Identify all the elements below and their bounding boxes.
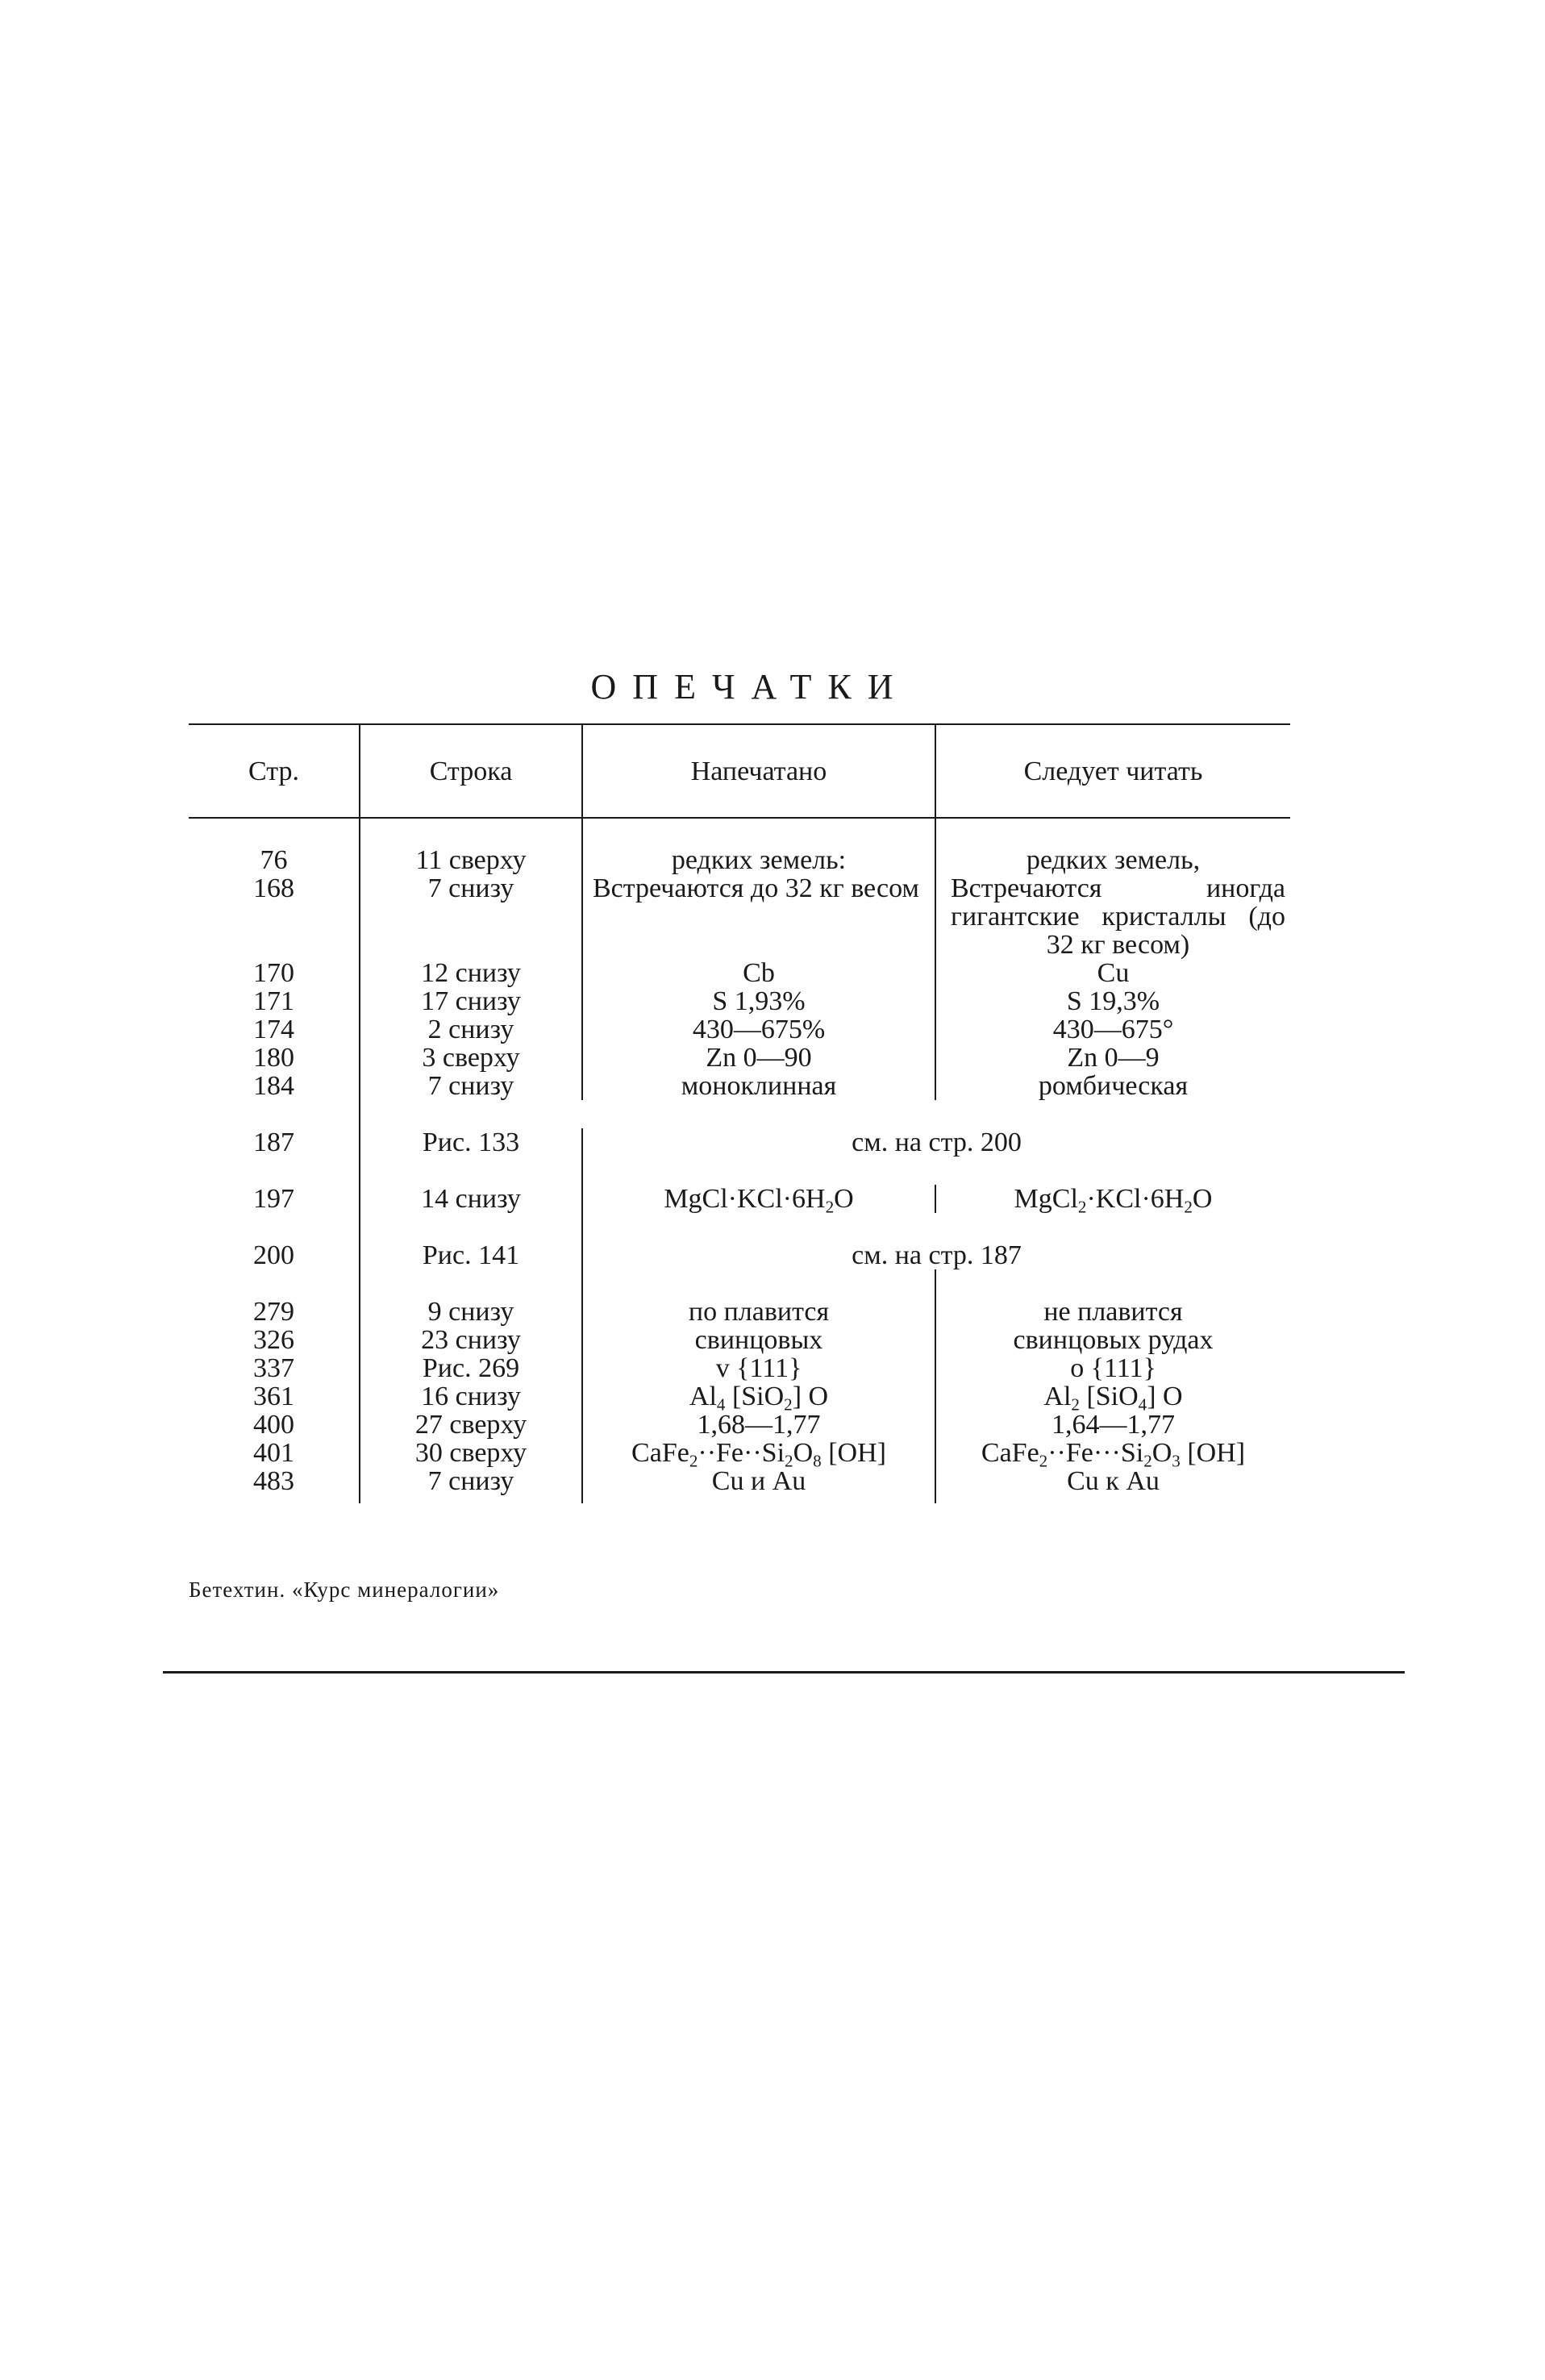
line-cell: 16 снизу — [360, 1382, 582, 1411]
page-cell: 279 — [253, 1297, 294, 1327]
column-header-page: Стр. — [189, 724, 360, 818]
line-cell: 11 сверху — [360, 846, 582, 874]
page-cell: 174 — [253, 1015, 294, 1044]
printed-cell: Встречаются до 32 кг весом — [582, 874, 935, 959]
table-row — [189, 1185, 1290, 1213]
printed-cell: 430—675% — [582, 1015, 935, 1044]
correct-cell: 430—675° — [935, 1015, 1290, 1044]
line-cell: 23 снизу — [360, 1326, 582, 1354]
table-row — [189, 1439, 1290, 1467]
correct-cell: Cu — [935, 959, 1290, 987]
page-cell: 483 — [253, 1466, 294, 1496]
printed-cell: S 1,93% — [582, 987, 935, 1015]
line-cell: 7 снизу — [360, 1467, 582, 1495]
table-row — [189, 1382, 1290, 1411]
line-cell: Рис. 133 — [360, 1128, 582, 1157]
printed-cell: свинцовых — [582, 1326, 935, 1354]
table-row — [189, 1128, 1290, 1157]
table-row — [189, 846, 1290, 874]
correct-cell: ромбическая — [935, 1072, 1290, 1100]
printed-cell: Cu и Au — [582, 1467, 935, 1495]
correct-cell: 1,64—1,77 — [935, 1411, 1290, 1439]
printed-cell: редких земель: — [582, 846, 935, 874]
line-cell: 2 снизу — [360, 1015, 582, 1044]
table-row — [189, 959, 1290, 987]
correct-cell: S 19,3% — [935, 987, 1290, 1015]
printed-cell: Cb — [582, 959, 935, 987]
table-row — [189, 1298, 1290, 1326]
printed-cell: Zn 0—90 — [582, 1044, 935, 1072]
line-cell: 30 сверху — [360, 1439, 582, 1467]
header-row — [189, 724, 1290, 818]
printed-cell: 1,68—1,77 — [582, 1411, 935, 1439]
note-cell: см. на стр. 187 — [582, 1241, 1290, 1269]
page-cell: 400 — [253, 1410, 294, 1440]
line-cell: 7 снизу — [360, 1072, 582, 1100]
table-row — [189, 1015, 1290, 1044]
correct-cell: Встречаются иногда гигантские кристаллы (до 32 кг весом) — [935, 874, 1290, 959]
table-row — [189, 874, 1290, 959]
correct-cell: не плавится — [935, 1298, 1290, 1326]
page-cell: 337 — [253, 1353, 294, 1383]
page-cell: 187 — [253, 1127, 294, 1157]
table-row — [189, 1467, 1290, 1495]
table-row — [189, 1241, 1290, 1269]
correct-cell: $Al_2$ [SiO$_4$] O — [935, 1382, 1290, 1411]
line-cell: 7 снизу — [360, 874, 582, 959]
line-cell: 17 снизу — [360, 987, 582, 1015]
correct-cell: $MgCl_2\cdot KCl\cdot 6H_2O$ — [935, 1185, 1290, 1213]
correct-cell: $CaFe_2\cdot\cdot Fe\cdot\cdot\cdot Si_2O_3$ [OH] — [935, 1439, 1290, 1467]
correct-cell: Cu к Au — [935, 1467, 1290, 1495]
page-cell: 170 — [253, 958, 294, 988]
errata-table — [189, 723, 1290, 1503]
line-cell: 12 снизу — [360, 959, 582, 987]
correct-cell: редких земель, — [935, 846, 1290, 874]
printed-cell: $CaFe_2\cdot\cdot Fe\cdot\cdot Si_2O_8$ [OH] — [582, 1439, 935, 1467]
table-row — [189, 1044, 1290, 1072]
page-cell: 180 — [253, 1043, 294, 1073]
page-title: ОПЕЧАТКИ — [590, 667, 910, 706]
printed-cell: моноклинная — [582, 1072, 935, 1100]
bottom-rule — [163, 1671, 1405, 1674]
table-row — [189, 1411, 1290, 1439]
correct-cell: Zn 0—9 — [935, 1044, 1290, 1072]
table-row — [189, 987, 1290, 1015]
line-cell: 27 сверху — [360, 1411, 582, 1439]
page-cell: 76 — [260, 845, 288, 875]
footer-note: Бетехтин. «Курс минералогии» — [189, 1578, 500, 1602]
line-cell: 9 снизу — [360, 1298, 582, 1326]
page-cell: 168 — [253, 873, 294, 903]
line-cell: 14 снизу — [360, 1185, 582, 1213]
column-header-correct: Следует читать — [935, 724, 1290, 818]
printed-cell: $MgCl\cdot KCl\cdot 6H_2O$ — [582, 1185, 935, 1213]
printed-cell: по плавится — [582, 1298, 935, 1326]
table-row — [189, 1072, 1290, 1100]
column-header-line: Строка — [360, 724, 582, 818]
table-row — [189, 1354, 1290, 1382]
page-cell: 326 — [253, 1325, 294, 1355]
printed-cell: $Al_4$ [SiO$_2$] O — [582, 1382, 935, 1411]
page-cell: 361 — [253, 1382, 294, 1411]
line-cell: Рис. 141 — [360, 1241, 582, 1269]
line-cell: Рис. 269 — [360, 1354, 582, 1382]
printed-cell: v {111} — [582, 1354, 935, 1382]
page-cell: 184 — [253, 1071, 294, 1101]
table-row — [189, 1326, 1290, 1354]
correct-cell: o {111} — [935, 1354, 1290, 1382]
page-cell: 171 — [253, 986, 294, 1016]
line-cell: 3 сверху — [360, 1044, 582, 1072]
page-cell: 200 — [253, 1240, 294, 1270]
column-header-printed: Напечатано — [582, 724, 935, 818]
page-cell: 197 — [253, 1184, 294, 1214]
page-cell: 401 — [253, 1438, 294, 1468]
correct-cell: свинцовых рудах — [935, 1326, 1290, 1354]
note-cell: см. на стр. 200 — [582, 1128, 1290, 1157]
